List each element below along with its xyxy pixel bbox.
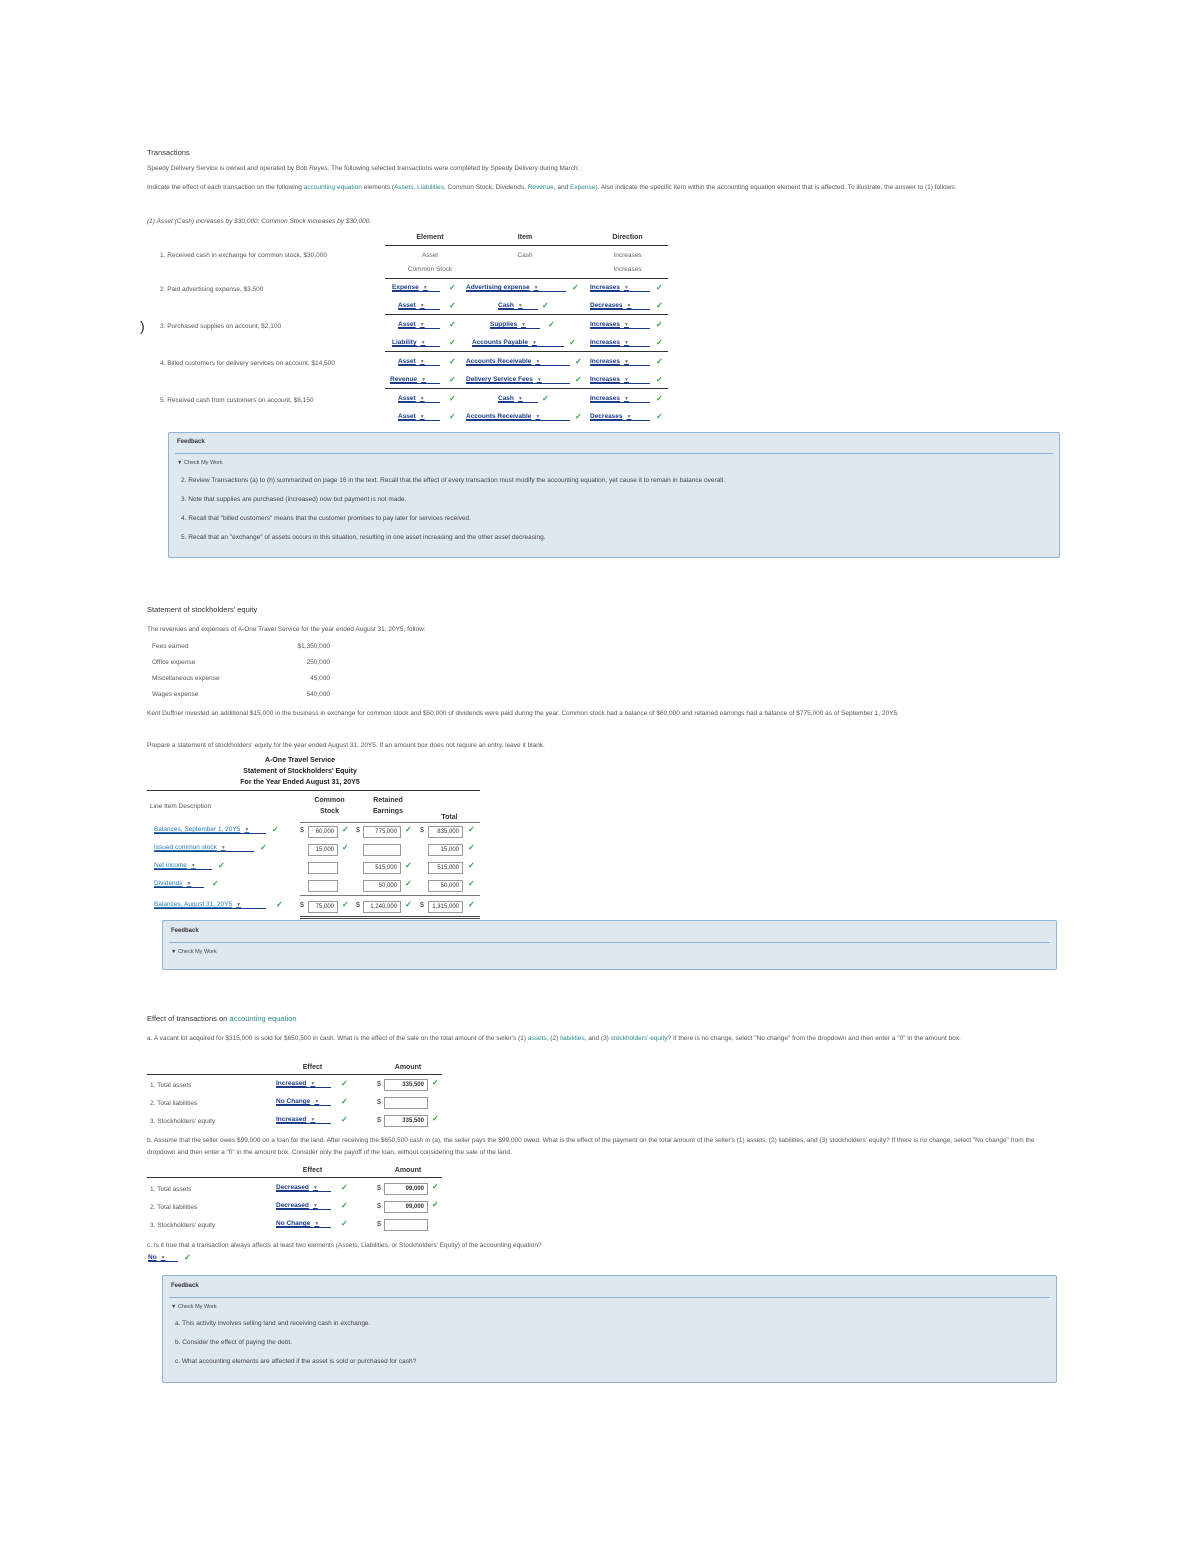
pa-row2-amount-input[interactable] xyxy=(384,1097,428,1109)
check-my-work-toggle[interactable]: ▼ Check My Work xyxy=(171,949,217,955)
dollar-sign: $ xyxy=(377,1203,381,1210)
col-amount-a: Amount xyxy=(394,1064,422,1071)
check-icon: ✓ xyxy=(569,338,576,347)
pb-row3-label: 3. Stockholders' equity xyxy=(150,1222,216,1229)
chevron-down-icon[interactable]: ▼ xyxy=(422,285,428,291)
col-retained-earnings-2: Earnings xyxy=(373,808,403,815)
check-icon: ✓ xyxy=(341,1183,348,1192)
transactions-heading: Transactions xyxy=(147,148,190,157)
row5-line2-direction-select[interactable]: Decreases ▼ xyxy=(590,413,650,421)
row5-line2-item-select[interactable]: Accounts Receivable ▼ xyxy=(466,413,570,421)
chevron-down-icon[interactable]: ▼ xyxy=(419,396,425,402)
check-my-work-toggle[interactable]: ▼ Check My Work xyxy=(171,1304,217,1310)
check-icon: ✓ xyxy=(656,357,663,366)
chevron-down-icon[interactable]: ▼ xyxy=(419,414,425,420)
check-icon: ✓ xyxy=(656,394,663,403)
col-common-stock-2: Stock xyxy=(319,808,340,815)
check-icon: ✓ xyxy=(432,1114,439,1123)
col-amount-b: Amount xyxy=(394,1167,422,1174)
equity-row3-desc-select[interactable]: Net income ▼ xyxy=(154,862,212,870)
chevron-down-icon[interactable]: ▼ xyxy=(626,414,632,420)
transaction-1-desc: 1. Received cash in exchange for common stock, $30,000 xyxy=(160,252,327,259)
check-icon: ✓ xyxy=(575,412,582,421)
col-direction: Direction xyxy=(612,234,643,241)
check-icon: ✓ xyxy=(468,900,475,909)
equity-row3-total-input[interactable]: 515,000 xyxy=(428,862,463,874)
equity-row2-re-input[interactable] xyxy=(363,844,401,856)
chevron-down-icon[interactable]: ▼ xyxy=(535,359,541,365)
pa-row1-effect-select[interactable]: Increased ▼ xyxy=(276,1080,331,1088)
row3-line2-direction-select[interactable]: Increases ▼ xyxy=(590,339,650,347)
row4-line1-element-select[interactable]: Asset ▼ xyxy=(398,358,440,366)
check-icon: ✓ xyxy=(342,825,349,834)
equity-row4-total-input[interactable]: 50,000 xyxy=(428,880,463,892)
pb-row3-effect-select[interactable]: No Change ▼ xyxy=(276,1220,331,1228)
equity-instructions: Prepare a statement of stockholders' equity for the year ended August 31, 20Y5. If an amount box does not require an entry, leave it blank. xyxy=(147,742,545,749)
chevron-down-icon[interactable]: ▼ xyxy=(535,414,541,420)
pa-row1-label: 1. Total assets xyxy=(150,1082,192,1089)
chevron-down-icon[interactable]: ▼ xyxy=(517,303,523,309)
dollar-sign: $ xyxy=(377,1117,381,1124)
check-icon: ✓ xyxy=(572,283,579,292)
row4-line2-item-select[interactable]: Delivery Service Fees ▼ xyxy=(466,376,570,384)
row3-line2-item-select[interactable]: Accounts Payable ▼ xyxy=(472,339,564,347)
equity-row2-cs-input[interactable]: 15,000 xyxy=(308,844,338,856)
check-icon: ✓ xyxy=(276,900,283,909)
col-common-stock-1: Common xyxy=(314,797,345,804)
wages-expense-label: Wages expense xyxy=(152,691,199,698)
row1-line1-element: Asset xyxy=(421,252,439,259)
row1-line2-element: Common Stock xyxy=(407,266,453,273)
row4-line2-direction-select[interactable]: Increases ▼ xyxy=(590,376,650,384)
equity-row1-re-input[interactable]: 775,000 xyxy=(363,826,401,838)
col-total: Total xyxy=(441,814,458,821)
check-icon: ✓ xyxy=(542,301,549,310)
row2-line1-element-select[interactable]: Expense ▼ xyxy=(392,284,440,292)
chevron-down-icon[interactable]: ▼ xyxy=(312,1185,318,1191)
row2-line2-direction-select[interactable]: Decreases ▼ xyxy=(590,302,650,310)
check-icon: ✓ xyxy=(468,825,475,834)
dollar-sign: $ xyxy=(356,827,360,834)
answer-c-select[interactable]: No ▼ xyxy=(148,1254,178,1262)
check-icon: ✓ xyxy=(449,412,456,421)
row5-line2-element-select[interactable]: Asset ▼ xyxy=(398,413,440,421)
expense-link[interactable]: Expense xyxy=(570,184,596,191)
feedback-line: b. Consider the effect of paying the debt. xyxy=(175,1339,292,1346)
row5-line1-item-select[interactable]: Cash ▼ xyxy=(498,395,538,403)
equity-row5-cs-input[interactable]: 75,000 xyxy=(308,901,338,913)
check-icon: ✓ xyxy=(575,357,582,366)
check-icon: ✓ xyxy=(432,1182,439,1191)
chevron-down-icon[interactable]: ▼ xyxy=(521,322,527,328)
equity-row2-desc-select[interactable]: Issued common stock ▼ xyxy=(154,844,254,852)
pb-row3-amount-input[interactable] xyxy=(384,1219,428,1231)
equity-row5-desc-select[interactable]: Balances, August 31, 20Y5 ▼ xyxy=(154,901,266,909)
row3-line2-element-select[interactable]: Liability ▼ xyxy=(392,339,440,347)
chevron-down-icon[interactable]: ▼ xyxy=(624,340,629,346)
feedback-title: Feedback xyxy=(171,1283,199,1289)
equity-row1-total-input[interactable]: 835,000 xyxy=(428,826,463,838)
check-icon: ✓ xyxy=(656,375,663,384)
check-icon: ✓ xyxy=(656,283,663,292)
assets-liabilities-link[interactable]: Assets, Liabilities xyxy=(394,184,444,191)
row2-line2-element-select[interactable]: Asset ▼ xyxy=(398,302,440,310)
feedback-line: 4. Recall that "billed customers" means that the customer promises to pay later for services received. xyxy=(181,515,472,522)
equity-row4-desc-select[interactable]: Dividends ▼ xyxy=(154,880,204,888)
equity-row4-cs-input[interactable] xyxy=(308,880,338,892)
feedback-panel-3 xyxy=(162,1275,1057,1383)
col-effect-a: Effect xyxy=(302,1064,323,1071)
check-icon: ✓ xyxy=(405,879,412,888)
chevron-down-icon[interactable]: ▼ xyxy=(236,902,242,908)
equity-row3-re-input[interactable]: 515,000 xyxy=(363,862,401,874)
feedback-panel-2 xyxy=(162,920,1057,970)
office-expense-value: 250,000 xyxy=(306,659,330,666)
check-my-work-toggle[interactable]: ▼ Check My Work xyxy=(177,460,223,466)
chevron-down-icon[interactable]: ▼ xyxy=(310,1117,316,1123)
check-icon: ✓ xyxy=(449,375,456,384)
check-icon: ✓ xyxy=(449,394,456,403)
check-icon: ✓ xyxy=(449,283,456,292)
check-icon: ✓ xyxy=(575,375,582,384)
pa-row3-effect-select[interactable]: Increased ▼ xyxy=(276,1116,331,1124)
accounting-equation-link[interactable]: accounting equation xyxy=(303,184,362,191)
row2-line1-direction-select[interactable]: Increases ▼ xyxy=(590,284,650,292)
question-a: a. A vacant lot acquired for $315,000 is sold for $650,500 in cash. What is the effect of the sale on the total amount of the seller's (1) assets, (2) liabilities, and (3) stockholders' equity? If there is no change, select "No change" from the dropdown and then enter a "0" in the amount box. xyxy=(147,1035,961,1042)
dollar-sign: $ xyxy=(420,902,424,909)
dollar-sign: $ xyxy=(300,827,304,834)
dollar-sign: $ xyxy=(420,827,424,834)
col-retained-earnings-1: Retained xyxy=(373,797,403,804)
effect-heading: Effect of transactions on accounting equation xyxy=(147,1014,297,1023)
check-icon: ✓ xyxy=(468,843,475,852)
chevron-down-icon[interactable]: ▼ xyxy=(536,377,542,383)
row2-line2-item-select[interactable]: Cash ▼ xyxy=(498,302,538,310)
chevron-down-icon[interactable]: ▼ xyxy=(421,377,427,383)
chevron-down-icon[interactable]: ▼ xyxy=(532,340,537,346)
check-icon: ✓ xyxy=(341,1219,348,1228)
revenue-link[interactable]: Revenue xyxy=(527,184,554,191)
check-icon: ✓ xyxy=(184,1253,191,1262)
wages-expense-value: 540,000 xyxy=(306,691,330,698)
pb-row2-label: 2. Total liabilities xyxy=(150,1204,198,1211)
chevron-down-icon[interactable]: ▼ xyxy=(419,322,425,328)
chevron-down-icon[interactable]: ▼ xyxy=(626,303,632,309)
chevron-down-icon[interactable]: ▼ xyxy=(624,285,629,291)
row1-line2-direction: Increases xyxy=(613,266,642,273)
feedback-panel-1 xyxy=(168,432,1060,558)
statement-title: Statement of Stockholders' Equity xyxy=(243,768,357,775)
check-icon: ✓ xyxy=(342,900,349,909)
row4-line2-element-select[interactable]: Revenue ▼ xyxy=(390,376,440,384)
chevron-down-icon[interactable]: ▼ xyxy=(310,1081,316,1087)
dollar-sign: $ xyxy=(377,1099,381,1106)
transaction-3-desc: 3. Purchased supplies on account, $2,100 xyxy=(160,323,282,330)
col-item: Item xyxy=(517,234,533,241)
equity-row5-total-input[interactable]: 1,315,000 xyxy=(428,901,463,913)
col-effect-b: Effect xyxy=(302,1167,323,1174)
assets-link[interactable]: assets xyxy=(527,1035,547,1042)
dollar-sign: $ xyxy=(377,1081,381,1088)
check-icon: ✓ xyxy=(548,320,555,329)
dollar-sign: $ xyxy=(377,1221,381,1228)
check-icon: ✓ xyxy=(449,320,456,329)
pb-row2-effect-select[interactable]: Decreased ▼ xyxy=(276,1202,331,1210)
check-icon: ✓ xyxy=(468,861,475,870)
transactions-instructions: Indicate the effect of each transaction on the following accounting equation elements (Assets, Liabilities, Common Stock, Dividends, Revenue, and Expense). Also indicate the specific item within the accounting equation element that is affected. To illustrate, the answer to (1) follows: xyxy=(147,184,957,191)
chevron-down-icon[interactable]: ▼ xyxy=(420,340,426,346)
chevron-down-icon[interactable]: ▼ xyxy=(419,303,425,309)
row3-line1-element-select[interactable]: Asset ▼ xyxy=(398,321,440,329)
check-icon: ✓ xyxy=(656,338,663,347)
pa-row3-label: 3. Stockholders' equity xyxy=(150,1118,216,1125)
transaction-5-desc: 5. Received cash from customers on account, $8,150 xyxy=(160,397,314,404)
row5-line1-direction-select[interactable]: Increases ▼ xyxy=(590,395,650,403)
equity-row4-re-input[interactable]: 50,000 xyxy=(363,880,401,892)
check-icon: ✓ xyxy=(449,301,456,310)
equity-row2-total-input[interactable]: 15,000 xyxy=(428,844,463,856)
question-c: c. Is it true that a transaction always affects at least two elements (Assets, Liabilities, or Stockholders' Equity) of the accounting equation? xyxy=(147,1242,542,1249)
check-icon: ✓ xyxy=(341,1097,348,1106)
equity-row1-desc-select[interactable]: Balances, September 1, 20Y5 ▼ xyxy=(154,826,266,834)
row2-line1-item-select[interactable]: Advertising expense ▼ xyxy=(466,284,566,292)
check-icon: ✓ xyxy=(432,1078,439,1087)
chevron-down-icon[interactable]: ▼ xyxy=(160,1255,166,1261)
check-icon: ✓ xyxy=(260,843,267,852)
chevron-down-icon[interactable]: ▼ xyxy=(533,285,539,291)
statement-company: A-One Travel Service xyxy=(264,757,336,764)
row4-line1-item-select[interactable]: Accounts Receivable ▼ xyxy=(466,358,570,366)
pa-row3-amount-input[interactable]: 335,500 xyxy=(384,1115,428,1127)
feedback-line: 5. Recall that an "exchange" of assets occurs in this situation, resulting in one asset increasing and the other asset decreasing. xyxy=(181,534,546,541)
transaction-4-desc: 4. Billed customers for delivery services on account, $14,500 xyxy=(160,360,335,367)
office-expense-label: Office expense xyxy=(152,659,196,666)
row3-line1-direction-select[interactable]: Increases ▼ xyxy=(590,321,650,329)
chevron-down-icon[interactable]: ▼ xyxy=(314,1099,320,1105)
example-answer: (1) Asset (Cash) increases by $30,000; Common Stock increases by $30,000. xyxy=(147,218,372,225)
chevron-down-icon[interactable]: ▼ xyxy=(186,881,192,887)
row3-line1-item-select[interactable]: Supplies ▼ xyxy=(490,321,540,329)
feedback-line: 3. Note that supplies are purchased (increased) now but payment is not made. xyxy=(181,496,407,503)
chevron-down-icon[interactable]: ▼ xyxy=(312,1203,318,1209)
row4-line1-direction-select[interactable]: Increases ▼ xyxy=(590,358,650,366)
equity-row3-cs-input[interactable] xyxy=(308,862,338,874)
chevron-down-icon[interactable]: ▼ xyxy=(314,1221,320,1227)
check-icon: ✓ xyxy=(212,879,219,888)
equity-row5-re-input[interactable]: 1,240,000 xyxy=(363,901,401,913)
pa-row2-label: 2. Total liabilities xyxy=(150,1100,198,1107)
pb-row1-amount-input[interactable]: 99,000 xyxy=(384,1183,428,1195)
check-icon: ✓ xyxy=(656,301,663,310)
check-icon: ✓ xyxy=(341,1115,348,1124)
equity-intro: The revenues and expenses of A-One Travel Service for the year ended August 31, 20Y5, follow: xyxy=(147,626,426,633)
col-line-item-description: Line Item Description xyxy=(150,803,212,810)
fees-earned-value: $1,350,000 xyxy=(297,643,330,650)
row1-line1-item: Cash xyxy=(517,252,533,259)
fees-earned-label: Fees earned xyxy=(152,643,189,650)
stockholders-equity-link[interactable]: stockholders' equity xyxy=(610,1035,668,1042)
statement-period: For the Year Ended August 31, 20Y5 xyxy=(240,779,360,786)
transaction-2-desc: 2. Paid advertising expense, $3,500 xyxy=(160,286,264,293)
check-icon: ✓ xyxy=(341,1201,348,1210)
equity-row1-cs-input[interactable]: 60,000 xyxy=(308,826,338,838)
equity-paragraph: Kent Duffner invested an additional $15,000 in the business in exchange for common stock and $50,000 of dividends were paid during the year. Common stock had a balance of $60,000 and retained earnings had a balance of $775,000 as of September 1, 20Y5. xyxy=(147,710,899,717)
check-icon: ✓ xyxy=(468,879,475,888)
check-icon: ✓ xyxy=(656,412,663,421)
misc-expense-value: 45,000 xyxy=(310,675,330,682)
row5-line1-element-select[interactable]: Asset ▼ xyxy=(398,395,440,403)
check-icon: ✓ xyxy=(342,843,349,852)
row1-line1-direction: Increases xyxy=(613,252,642,259)
equity-heading: Statement of stockholders' equity xyxy=(147,605,258,614)
check-icon: ✓ xyxy=(405,861,412,870)
side-mark: ) xyxy=(140,318,145,334)
check-icon: ✓ xyxy=(542,394,549,403)
chevron-down-icon[interactable]: ▼ xyxy=(244,827,250,833)
chevron-down-icon[interactable]: ▼ xyxy=(624,396,629,402)
chevron-down-icon[interactable]: ▼ xyxy=(517,396,523,402)
chevron-down-icon[interactable]: ▼ xyxy=(624,377,629,383)
misc-expense-label: Miscellaneous expense xyxy=(152,675,220,682)
chevron-down-icon[interactable]: ▼ xyxy=(220,845,226,851)
feedback-title: Feedback xyxy=(171,928,199,934)
chevron-down-icon[interactable]: ▼ xyxy=(190,863,196,869)
feedback-line: 2. Review Transactions (a) to (h) summarized on page 16 in the text. Recall that the effect of every transaction must modify the accounting equation, yet cause it to remain in balance overall. xyxy=(181,477,725,484)
pa-row1-amount-input[interactable]: 335,500 xyxy=(384,1079,428,1091)
feedback-title: Feedback xyxy=(177,439,205,445)
pa-row2-effect-select[interactable]: No Change ▼ xyxy=(276,1098,331,1106)
dollar-sign: $ xyxy=(377,1185,381,1192)
check-icon: ✓ xyxy=(272,825,279,834)
check-icon: ✓ xyxy=(449,338,456,347)
feedback-line: a. This activity involves selling land and receiving cash in exchange. xyxy=(175,1320,371,1327)
question-b: b. Assume that the seller owes $99,000 on a loan for the land. After receiving the $650,500 cash in (a), the seller pays the $99,000 owed. What is the effect of the payment on the total amount of the seller's (1) assets, (2) liabilities, and (3) stockholders' equity? If there is no change, select "No change" from the dropdown and then enter a "0" in the amount box. Consider only the payoff of the loan, without considering the sale of the land. xyxy=(147,1137,1035,1156)
transactions-intro: Speedy Delivery Service is owned and operated by Bob Reyes. The following selected transactions were completed by Speedy Delivery during March: xyxy=(147,165,580,172)
col-element: Element xyxy=(416,234,444,241)
check-icon: ✓ xyxy=(449,357,456,366)
check-icon: ✓ xyxy=(405,825,412,834)
liabilities-link[interactable]: liabilities xyxy=(560,1035,585,1042)
check-icon: ✓ xyxy=(432,1200,439,1209)
check-icon: ✓ xyxy=(341,1079,348,1088)
chevron-down-icon[interactable]: ▼ xyxy=(624,322,629,328)
check-icon: ✓ xyxy=(656,320,663,329)
feedback-line: c. What accounting elements are affected if the asset is sold or purchased for cash? xyxy=(175,1358,417,1365)
pb-row2-amount-input[interactable]: 99,000 xyxy=(384,1201,428,1213)
dollar-sign: $ xyxy=(300,902,304,909)
chevron-down-icon[interactable]: ▼ xyxy=(419,359,425,365)
check-icon: ✓ xyxy=(405,900,412,909)
pb-row1-effect-select[interactable]: Decreased ▼ xyxy=(276,1184,331,1192)
dollar-sign: $ xyxy=(356,902,360,909)
check-icon: ✓ xyxy=(218,861,225,870)
pb-row1-label: 1. Total assets xyxy=(150,1186,192,1193)
chevron-down-icon[interactable]: ▼ xyxy=(624,359,629,365)
accounting-equation-link[interactable]: accounting equation xyxy=(229,1014,297,1023)
